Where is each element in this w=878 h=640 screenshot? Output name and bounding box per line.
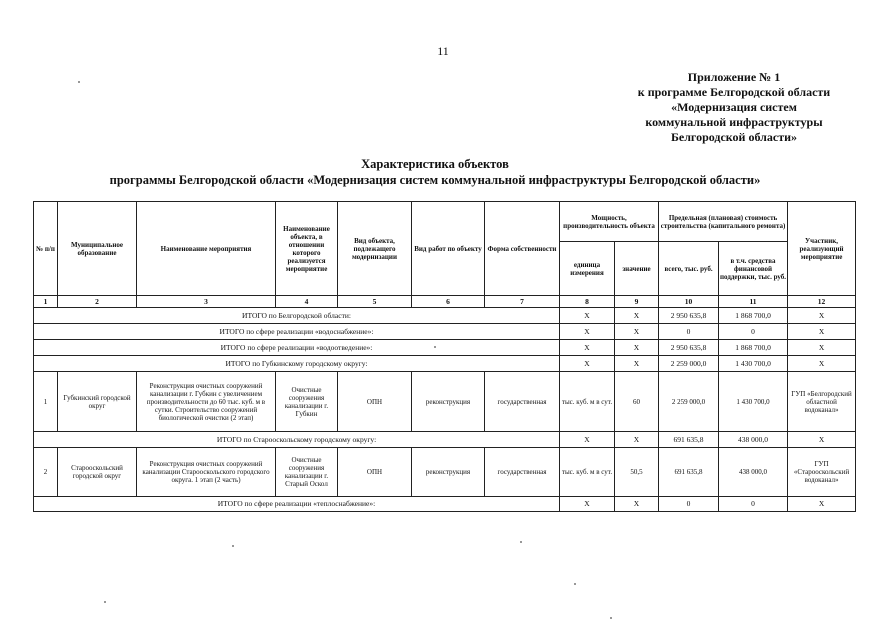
total-row-gubkin	[34, 356, 856, 372]
objects-table	[33, 201, 856, 512]
total-value: X	[615, 497, 659, 512]
total-participant: X	[788, 308, 856, 324]
total-unit: X	[560, 308, 615, 324]
total-label: ИТОГО по сфере реализации «водоснабжение»:	[34, 324, 560, 340]
appendix-line: к программе Белгородской области	[637, 85, 831, 99]
appendix-line: Белгородской области»	[670, 130, 798, 144]
header-participant: Участник, реализующий мероприятие	[788, 202, 856, 296]
total-unit: X	[560, 340, 615, 356]
total-label: ИТОГО по Старооскольскому городскому округу:	[34, 432, 560, 448]
header-municipality: Муниципальное образование	[58, 202, 137, 296]
total-value: X	[615, 308, 659, 324]
header-capacity-value: значение	[615, 242, 659, 296]
header-ownership: Форма собственности	[485, 202, 560, 296]
row-municipality: Губкинский городской округ	[58, 372, 137, 432]
header-object-type: Вид объекта, подлежащего модернизации	[338, 202, 412, 296]
document-title	[60, 156, 810, 188]
row-object: Очистные сооружения канализации г. Губкин	[276, 372, 338, 432]
total-unit: X	[560, 356, 615, 372]
total-support: 1 868 700,0	[719, 340, 788, 356]
total-cost: 2 259 000,0	[659, 356, 719, 372]
total-value: X	[615, 340, 659, 356]
row-support: 438 000,0	[719, 448, 788, 497]
col-number: 8	[560, 296, 615, 308]
header-cost-total: всего, тыс. руб.	[659, 242, 719, 296]
header-work-type: Вид работ по объекту	[412, 202, 485, 296]
col-number: 11	[719, 296, 788, 308]
scan-speck	[78, 81, 80, 83]
appendix-line: коммунальной инфраструктуры	[645, 115, 823, 129]
total-value: X	[615, 356, 659, 372]
row-total: 691 635,8	[659, 448, 719, 497]
total-unit: X	[560, 497, 615, 512]
header-event-name: Наименование мероприятия	[137, 202, 276, 296]
appendix-header	[600, 70, 868, 145]
col-number: 5	[338, 296, 412, 308]
scan-speck	[232, 545, 234, 547]
header-capacity: Мощность, производительность объекта	[560, 202, 659, 242]
total-cost: 2 950 635,8	[659, 340, 719, 356]
row-work: реконструкция	[412, 448, 485, 497]
total-row-region	[34, 308, 856, 324]
total-participant: X	[788, 356, 856, 372]
row-num: 1	[34, 372, 58, 432]
header-num: № п/п	[34, 202, 58, 296]
col-number: 4	[276, 296, 338, 308]
total-support: 0	[719, 324, 788, 340]
total-participant: X	[788, 497, 856, 512]
total-row-heat-supply	[34, 497, 856, 512]
row-event: Реконструкция очистных сооружений канализации г. Губкин с увеличением производительности до 60 тыс. куб. м в сутки. Строительство сооружений биологической очистки (2 этап)	[137, 372, 276, 432]
row-unit: тыс. куб. м в сут.	[560, 372, 615, 432]
col-number: 10	[659, 296, 719, 308]
row-work: реконструкция	[412, 372, 485, 432]
row-value: 60	[615, 372, 659, 432]
row-value: 50,5	[615, 448, 659, 497]
header-cost-support: в т.ч. средства финансовой поддержки, тыс. руб.	[719, 242, 788, 296]
col-number: 12	[788, 296, 856, 308]
row-participant: ГУП «Белгородский областной водоканал»	[788, 372, 856, 432]
col-number: 6	[412, 296, 485, 308]
total-cost: 0	[659, 497, 719, 512]
total-support: 1 430 700,0	[719, 356, 788, 372]
total-participant: X	[788, 324, 856, 340]
row-ownership: государственная	[485, 448, 560, 497]
total-value: X	[615, 324, 659, 340]
total-cost: 691 635,8	[659, 432, 719, 448]
row-num: 2	[34, 448, 58, 497]
total-row-water-supply	[34, 324, 856, 340]
col-number: 9	[615, 296, 659, 308]
scan-speck	[574, 583, 576, 585]
header-object-name: Наименование объекта, в отношении которого реализуется мероприятие	[276, 202, 338, 296]
total-cost: 2 950 635,8	[659, 308, 719, 324]
total-label: ИТОГО по сфере реализации «водоотведение»:	[34, 340, 560, 356]
header-cost: Предельная (плановая) стоимость строительства (капитального ремонта)	[659, 202, 788, 242]
total-support: 1 868 700,0	[719, 308, 788, 324]
table-row	[34, 448, 856, 497]
scan-speck	[434, 346, 436, 348]
col-number: 7	[485, 296, 560, 308]
header-capacity-unit: единица измерения	[560, 242, 615, 296]
total-row-stary-oskol	[34, 432, 856, 448]
col-number: 2	[58, 296, 137, 308]
scan-speck	[520, 541, 522, 543]
appendix-line: «Модернизация систем	[671, 100, 797, 114]
total-value: X	[615, 432, 659, 448]
total-support: 0	[719, 497, 788, 512]
total-unit: X	[560, 432, 615, 448]
total-label: ИТОГО по Белгородской области:	[34, 308, 560, 324]
col-number: 1	[34, 296, 58, 308]
row-object: Очистные сооружения канализации г. Старый Оскол	[276, 448, 338, 497]
total-participant: X	[788, 340, 856, 356]
row-event: Реконструкция очистных сооружений канализации Старооскольского городского округа. 1 этап (2 часть)	[137, 448, 276, 497]
row-support: 1 430 700,0	[719, 372, 788, 432]
row-unit: тыс. куб. м в сут.	[560, 448, 615, 497]
scan-speck	[104, 601, 106, 603]
total-cost: 0	[659, 324, 719, 340]
row-object-type: ОПН	[338, 372, 412, 432]
table-row	[34, 372, 856, 432]
title-line-2: программы Белгородской области «Модернизация систем коммунальной инфраструктуры Белгородской области»	[109, 173, 761, 187]
col-number: 3	[137, 296, 276, 308]
total-participant: X	[788, 432, 856, 448]
row-object-type: ОПН	[338, 448, 412, 497]
title-line-1: Характеристика объектов	[361, 157, 509, 171]
row-municipality: Старооскольский городской округ	[58, 448, 137, 497]
row-participant: ГУП «Старооскольский водоканал»	[788, 448, 856, 497]
total-unit: X	[560, 324, 615, 340]
total-row-sewerage	[34, 340, 856, 356]
row-ownership: государственная	[485, 372, 560, 432]
scan-speck	[610, 617, 612, 619]
appendix-line: Приложение № 1	[687, 70, 781, 84]
total-label: ИТОГО по Губкинскому городскому округу:	[34, 356, 560, 372]
total-support: 438 000,0	[719, 432, 788, 448]
page-number: 11	[437, 44, 449, 58]
row-total: 2 259 000,0	[659, 372, 719, 432]
total-label: ИТОГО по сфере реализации «теплоснабжение»:	[34, 497, 560, 512]
